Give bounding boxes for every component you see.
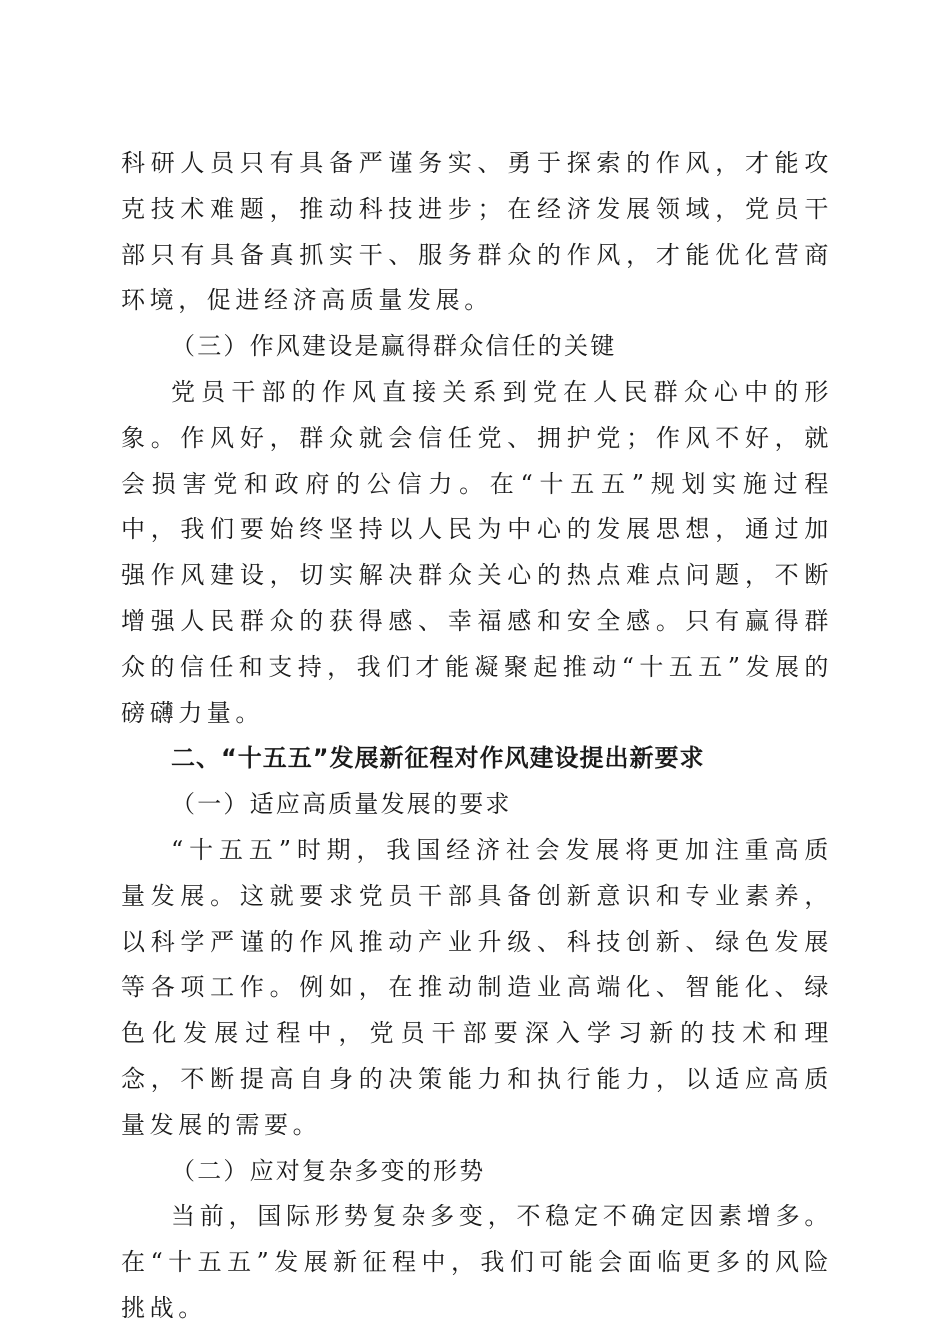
document-page [121,141,833,1332]
paragraph-quality: “十五五”时期，我国经济社会发展将更加注重高质量发展。这就要求党员干部具备创新意识和专业素养，以科学严谨的作风推动产业升级、科技创新、绿色发展等各项工作。例如，在推动制造业高端化、智能化、绿色化发展过程中，党员干部要深入学习新的技术和理念，不断提高自身的决策能力和执行能力，以适应高质量发展的需要。 [121,835,833,1139]
subheading-3-trust: （三）作风建设是赢得群众信任的关键 [171,332,617,361]
paragraph-trust: 党员干部的作风直接关系到党在人民群众心中的形象。作风好，群众就会信任党、拥护党；作风不好，就会损害党和政府的公信力。在“十五五”规划实施过程中，我们要始终坚持以人民为中心的发展思想，通过加强作风建设，切实解决群众关心的热点难点问题，不断增强人民群众的获得感、幸福感和安全感。只有赢得群众的信任和支持，我们才能凝聚起推动“十五五”发展的磅礴力量。 [121,377,833,727]
section-heading-2: 二、“十五五”发展新征程对作风建设提出新要求 [171,744,705,773]
paragraph-continuation: 科研人员只有具备严谨务实、勇于探索的作风，才能攻克技术难题，推动科技进步；在经济发展领域，党员干部只有具备真抓实干、服务群众的作风，才能优化营商环境，促进经济高质量发展。 [121,149,833,315]
paragraph-situation: 当前，国际形势复杂多变，不稳定不确定因素增多。在“十五五”发展新征程中，我们可能会面临更多的风险挑战。 [121,1202,833,1322]
subheading-2-situation: （二）应对复杂多变的形势 [171,1156,486,1185]
subheading-1-quality: （一）适应高质量发展的要求 [171,790,512,819]
